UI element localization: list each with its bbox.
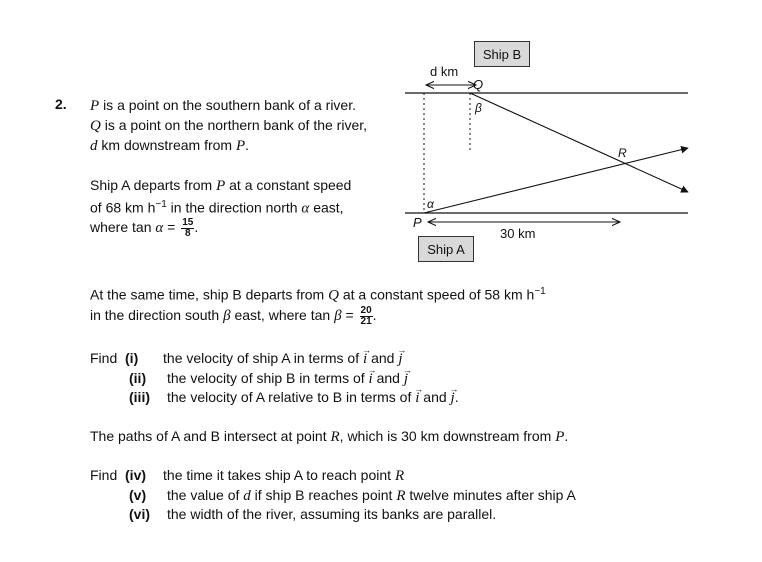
intro-line-2: Q is a point on the northern bank of the river, [90, 117, 368, 134]
find-vi: (vi) the width of the river, assuming its banks are parallel. [129, 506, 497, 522]
ship-b-path [470, 93, 688, 192]
ship-a-path [424, 148, 688, 213]
tan-alpha-fraction: $\frac{15}{8}$ [182, 216, 194, 239]
find-ii: (ii) the velocity of ship B in terms of i → and j → [129, 368, 408, 389]
question-number: 2. [55, 96, 67, 112]
intro-line-3: d km downstream from P. [90, 137, 250, 154]
find-v: (v) the value of d if ship B reaches point R twelve minutes after ship A [129, 487, 576, 504]
ship-a-line-1: Ship A departs from P at a constant speed [90, 177, 352, 194]
find-i: Find (i) the velocity of ship A in terms of i → and j → [90, 348, 403, 369]
alpha-label: α [427, 197, 434, 211]
tan-beta-fraction: $\frac{20}{21}$ [360, 304, 372, 327]
ship-a-line-3: where tan α = $\frac{15}{8}$ . [90, 216, 199, 239]
thirty-km-label: 30 km [500, 226, 536, 241]
q-label: Q [473, 77, 484, 92]
find-iv: Find (iv) the time it takes ship A to reach point R [90, 467, 405, 484]
d-km-label: d km [430, 64, 459, 79]
ship-b-box: Ship B [474, 41, 530, 67]
ship-b-line-1: At the same time, ship B departs from Q at a constant speed of 58 km $h^{-1}$ [90, 286, 546, 304]
ship-b-line-2: in the direction south β east, where tan β = $\frac{20}{21}$ . [90, 304, 377, 327]
ship-a-line-2: of 68 km $h^{-1}$ in the direction north α east, [90, 199, 344, 217]
intro-line-1: P is a point on the southern bank of a river. [90, 97, 356, 114]
find-iii: (iii) the velocity of A relative to B in terms of i → and j →. [129, 387, 459, 408]
ship-a-box: Ship A [418, 236, 474, 262]
beta-label: β [475, 101, 482, 115]
r-label: R [618, 146, 627, 160]
paths-text: The paths of A and B intersect at point R, which is 30 km downstream from P. [90, 428, 569, 445]
p-label: P [413, 215, 422, 230]
